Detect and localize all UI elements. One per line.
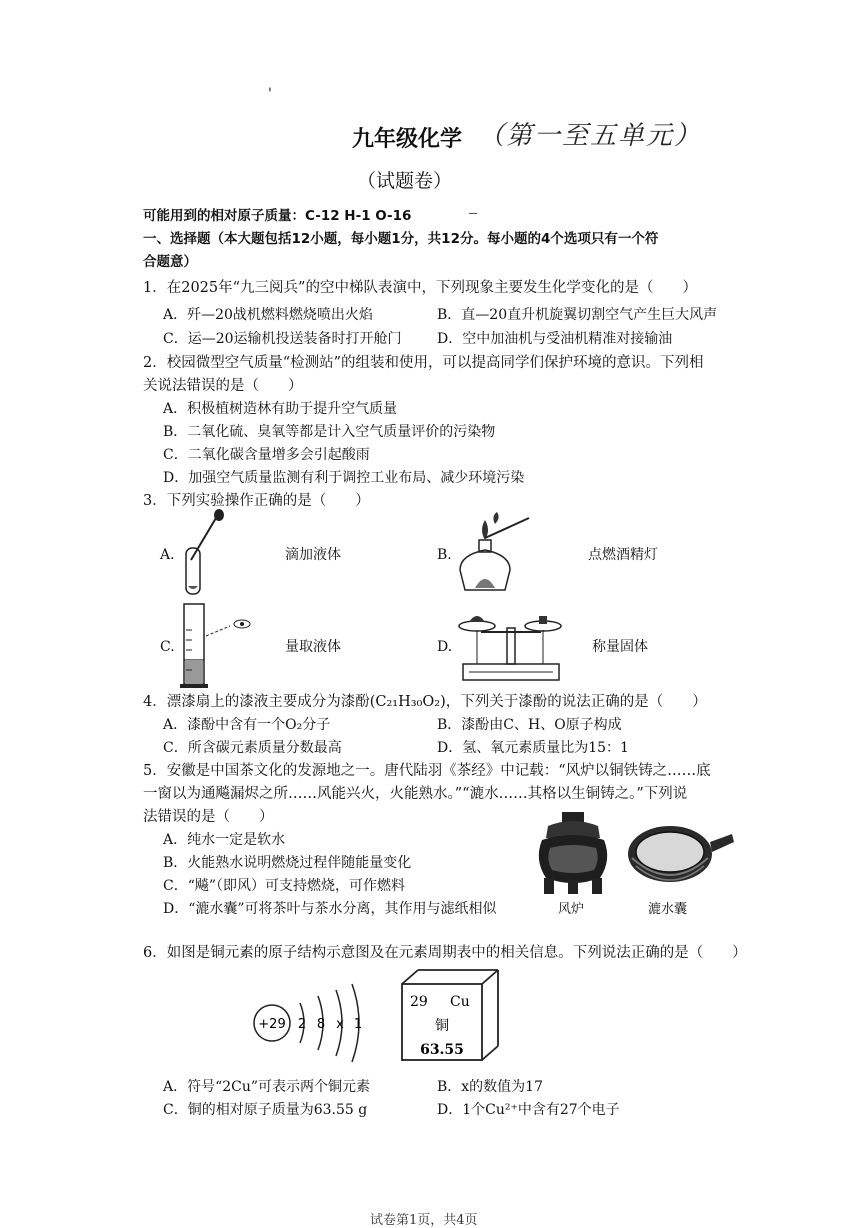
q3-option-d-letter: D. (437, 639, 453, 655)
atomic-number: 29 (410, 994, 428, 1010)
q5-stem-line3: 法错误的是（ ） (143, 809, 274, 825)
q5-caption-wind-stove: 风炉 (558, 902, 585, 917)
stray-dash (469, 213, 477, 214)
q5-option-a: A．纯水一定是软水 (163, 832, 286, 848)
page-footer: 试卷第1页，共4页 (370, 1213, 478, 1228)
copper-atom-structure-diagram (244, 978, 374, 1068)
q4-option-b: B．漆酚由C、H、O原子构成 (437, 717, 622, 733)
section-title-line1: 一、选择题（本大题包括12小题，每小题1分，共12分。每小题的4个选项只有一个符 (143, 231, 659, 247)
periodic-table-cell (398, 968, 502, 1062)
section-title-line2: 合题意） (143, 254, 197, 270)
q2-stem-line2: 关说法错误的是（ ） (143, 378, 303, 394)
wind-stove-figure (528, 808, 618, 896)
dropper-test-tube-figure (180, 508, 230, 598)
q4-option-a: A．漆酚中含有一个O₂分子 (163, 717, 331, 733)
q5-caption-water-strainer: 漉水囊 (648, 902, 688, 917)
q6-option-c: C．铜的相对原子质量为63.55 g (163, 1102, 368, 1118)
alcohol-lamp-figure (455, 510, 535, 595)
handwritten-note: （第一至五单元） (478, 121, 703, 151)
q4-option-c: C．所含碳元素质量分数最高 (163, 740, 342, 756)
q2-option-d: D．加强空气质量监测有利于调控工业布局、减少环境污染 (163, 470, 525, 486)
q3-option-b-label: 点燃酒精灯 (588, 547, 658, 563)
shell-1-electrons: 2 (297, 1017, 307, 1032)
q3-option-b-letter: B. (437, 547, 452, 563)
q2-option-a: A．积极植树造林有助于提升空气质量 (163, 401, 398, 417)
q2-stem-line1: 2．校园微型空气质量“检测站”的组装和使用，可以提高同学们保护环境的意识。下列相 (143, 355, 704, 371)
q5-option-b: B．火能熟水说明燃烧过程伴随能量变化 (163, 855, 412, 871)
q6-option-b: B．x的数值为17 (437, 1079, 543, 1095)
element-name: 铜 (435, 1018, 449, 1034)
q2-option-c: C．二氧化碳含量增多会引起酸雨 (163, 447, 370, 463)
stray-mark: ' (268, 86, 272, 102)
q1-option-b: B．直—20直升机旋翼切割空气产生巨大风声 (437, 307, 718, 323)
q3-option-a-label: 滴加液体 (285, 547, 341, 563)
q6-stem: 6．如图是铜元素的原子结构示意图及在元素周期表中的相关信息。下列说法正确的是（ ） (143, 945, 747, 961)
q1-stem: 1．在2025年“九三阅兵”的空中梯队表演中，下列现象主要发生化学变化的是（ ） (143, 280, 697, 296)
q5-stem-line1: 5．安徽是中国茶文化的发源地之一。唐代陆羽《茶经》中记载：“风炉以铜铁铸之……底 (143, 763, 711, 779)
balance-scale-figure (455, 602, 565, 684)
q1-option-c: C．运—20运输机投送装备时打开舱门 (163, 331, 402, 347)
nucleus-charge: +29 (258, 1017, 286, 1032)
element-symbol: Cu (450, 994, 470, 1010)
q6-option-d: D．1个Cu²⁺中含有27个电子 (437, 1102, 620, 1118)
q5-option-c: C．“飚”（即风）可支持燃烧，可作燃料 (163, 878, 406, 894)
shell-2-electrons: 8 (316, 1017, 326, 1032)
q4-stem: 4．漂漆扇上的漆液主要成分为漆酚(C₂₁H₃₀O₂)，下列关于漆酚的说法正确的是（ ） (143, 694, 707, 710)
q3-option-c-letter: C. (160, 639, 175, 655)
page-title: 九年级化学 (352, 127, 463, 152)
shell-3-electrons: x (336, 1017, 344, 1032)
graduated-cylinder-figure (178, 600, 258, 690)
q6-option-a: A．符号“2Cu”可表示两个铜元素 (163, 1079, 371, 1095)
q3-option-c-label: 量取液体 (285, 639, 341, 655)
q2-option-b: B．二氧化硫、臭氧等都是计入空气质量评价的污染物 (163, 424, 496, 440)
q5-stem-line2: 一窗以为通飚漏烬之所……风能兴火，火能熟水。”“漉水……其格以生铜铸之。”下列说 (143, 786, 688, 802)
atomic-mass-note: 可能用到的相对原子质量：C-12 H-1 O-16 (143, 208, 412, 224)
q1-option-a: A．歼—20战机燃料燃烧喷出火焰 (163, 307, 373, 323)
q5-option-d: D．“漉水囊”可将茶叶与茶水分离，其作用与滤纸相似 (163, 901, 497, 917)
shell-4-electrons: 1 (353, 1017, 363, 1032)
q4-option-d: D．氢、氧元素质量比为15：1 (437, 740, 629, 756)
q3-stem: 3．下列实验操作正确的是（ ） (143, 493, 370, 509)
page-subtitle: （试题卷） (357, 170, 453, 192)
q1-option-d: D．空中加油机与受油机精准对接输油 (437, 331, 673, 347)
relative-atomic-mass: 63.55 (420, 1042, 464, 1058)
q3-option-a-letter: A. (160, 547, 175, 563)
water-strainer-figure (624, 812, 736, 896)
q3-option-d-label: 称量固体 (592, 639, 648, 655)
